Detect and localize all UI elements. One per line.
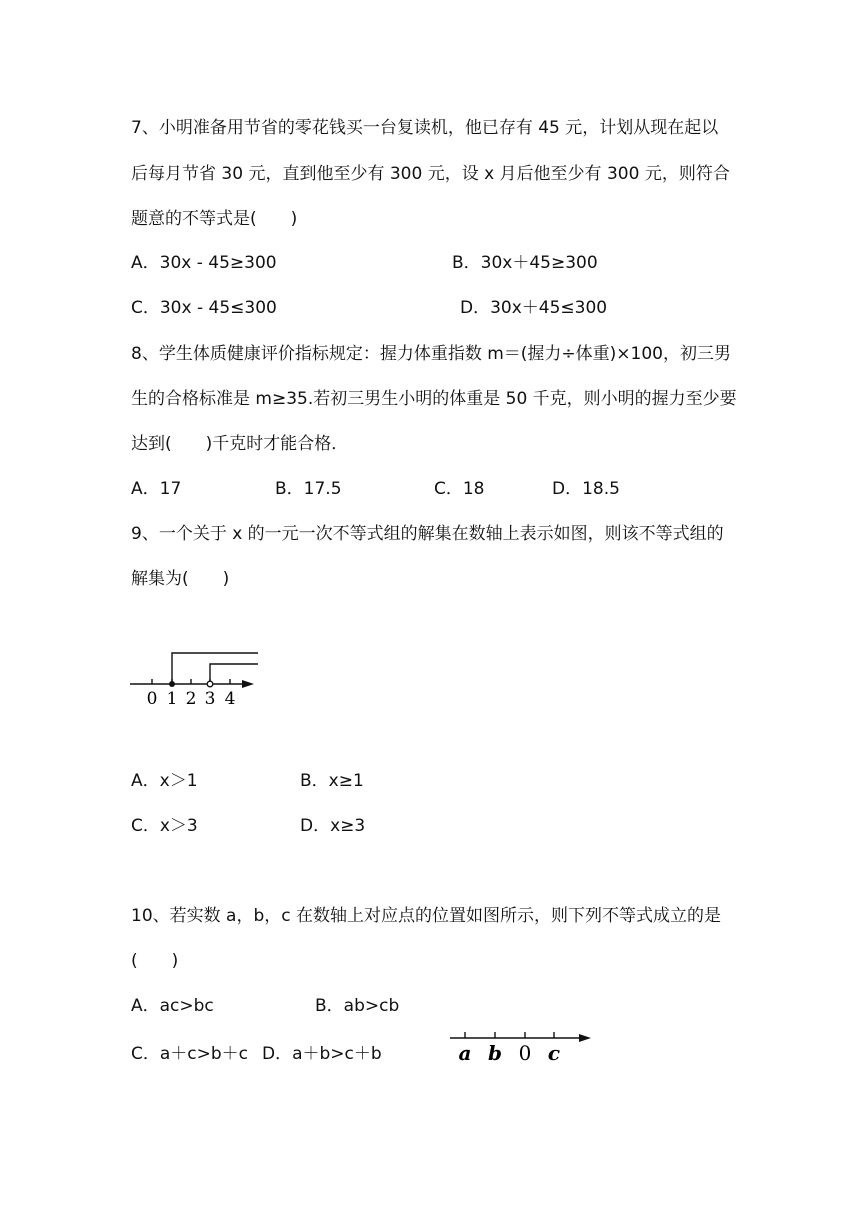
q10-option-a[interactable]: A．ac>bc <box>131 996 214 1016</box>
q10-line-1: 10、若实数 a，b，c 在数轴上对应点的位置如图所示，则下列不等式成立的是 <box>131 906 721 926</box>
q9-axis-label-2: 2 <box>185 689 197 709</box>
q8-line-1: 8、学生体质健康评价指标规定：握力体重指数 m＝(握力÷体重)×100，初三男 <box>131 344 731 364</box>
q10-number-line-figure <box>446 1028 596 1068</box>
q9-open-dot <box>207 681 213 687</box>
q8-line-3: 达到( )千克时才能合格． <box>131 434 349 454</box>
q10-axis-label-a: a <box>458 1041 472 1065</box>
q10-option-b[interactable]: B．ab>cb <box>315 996 400 1016</box>
q9-axis-label-3: 3 <box>204 689 216 709</box>
q7-line-2: 后每月节省 30 元，直到他至少有 300 元，设 x 月后他至少有 300 元，则符合 <box>131 164 730 184</box>
q9-line-2: 解集为( ) <box>131 569 230 589</box>
q10-option-d[interactable]: D．a＋b>c＋b <box>262 1044 382 1064</box>
q8-option-a[interactable]: A．17 <box>131 479 182 499</box>
q8-option-b[interactable]: B．17.5 <box>275 479 342 499</box>
q10-axis-label-b: b <box>488 1041 502 1065</box>
q8-option-c[interactable]: C．18 <box>434 479 485 499</box>
q7-option-b[interactable]: B．30x＋45≥300 <box>452 253 598 273</box>
q7-option-a[interactable]: A．30x - 45≥300 <box>131 253 277 273</box>
q7-line-3: 题意的不等式是( ) <box>131 209 298 229</box>
q10-axis-arrow <box>579 1034 591 1042</box>
q10-line-2: ( ) <box>131 951 179 971</box>
q7-option-d[interactable]: D．30x＋45≤300 <box>460 298 608 318</box>
q9-axis-label-0: 0 <box>146 689 158 709</box>
q9-line-1: 9、一个关于 x 的一元一次不等式组的解集在数轴上表示如图，则该不等式组的 <box>131 524 724 544</box>
q8-line-2: 生的合格标准是 m≥35.若初三男生小明的体重是 50 千克，则小明的握力至少要 <box>131 389 737 409</box>
q7-line-1: 7、小明准备用节省的零花钱买一台复读机，他已存有 45 元，计划从现在起以 <box>131 118 719 138</box>
q9-axis-arrow <box>242 680 254 688</box>
q9-option-a[interactable]: A．x＞1 <box>131 771 198 791</box>
q8-option-d[interactable]: D．18.5 <box>552 479 620 499</box>
q9-solid-dot <box>169 681 175 687</box>
q9-option-c[interactable]: C．x＞3 <box>131 816 198 836</box>
q7-option-c[interactable]: C．30x - 45≤300 <box>131 298 277 318</box>
q9-ray-from-1 <box>172 653 258 684</box>
q9-ray-from-3 <box>210 664 258 684</box>
q9-number-line-figure <box>128 650 268 710</box>
q10-axis-label-c: c <box>547 1041 561 1065</box>
q9-option-b[interactable]: B．x≥1 <box>300 771 364 791</box>
q9-option-d[interactable]: D．x≥3 <box>300 816 366 836</box>
q10-axis-label-0: 0 <box>518 1041 532 1065</box>
q9-axis-label-4: 4 <box>224 689 236 709</box>
q10-option-c[interactable]: C．a＋c>b＋c <box>131 1044 249 1064</box>
q9-axis-label-1: 1 <box>166 689 178 709</box>
